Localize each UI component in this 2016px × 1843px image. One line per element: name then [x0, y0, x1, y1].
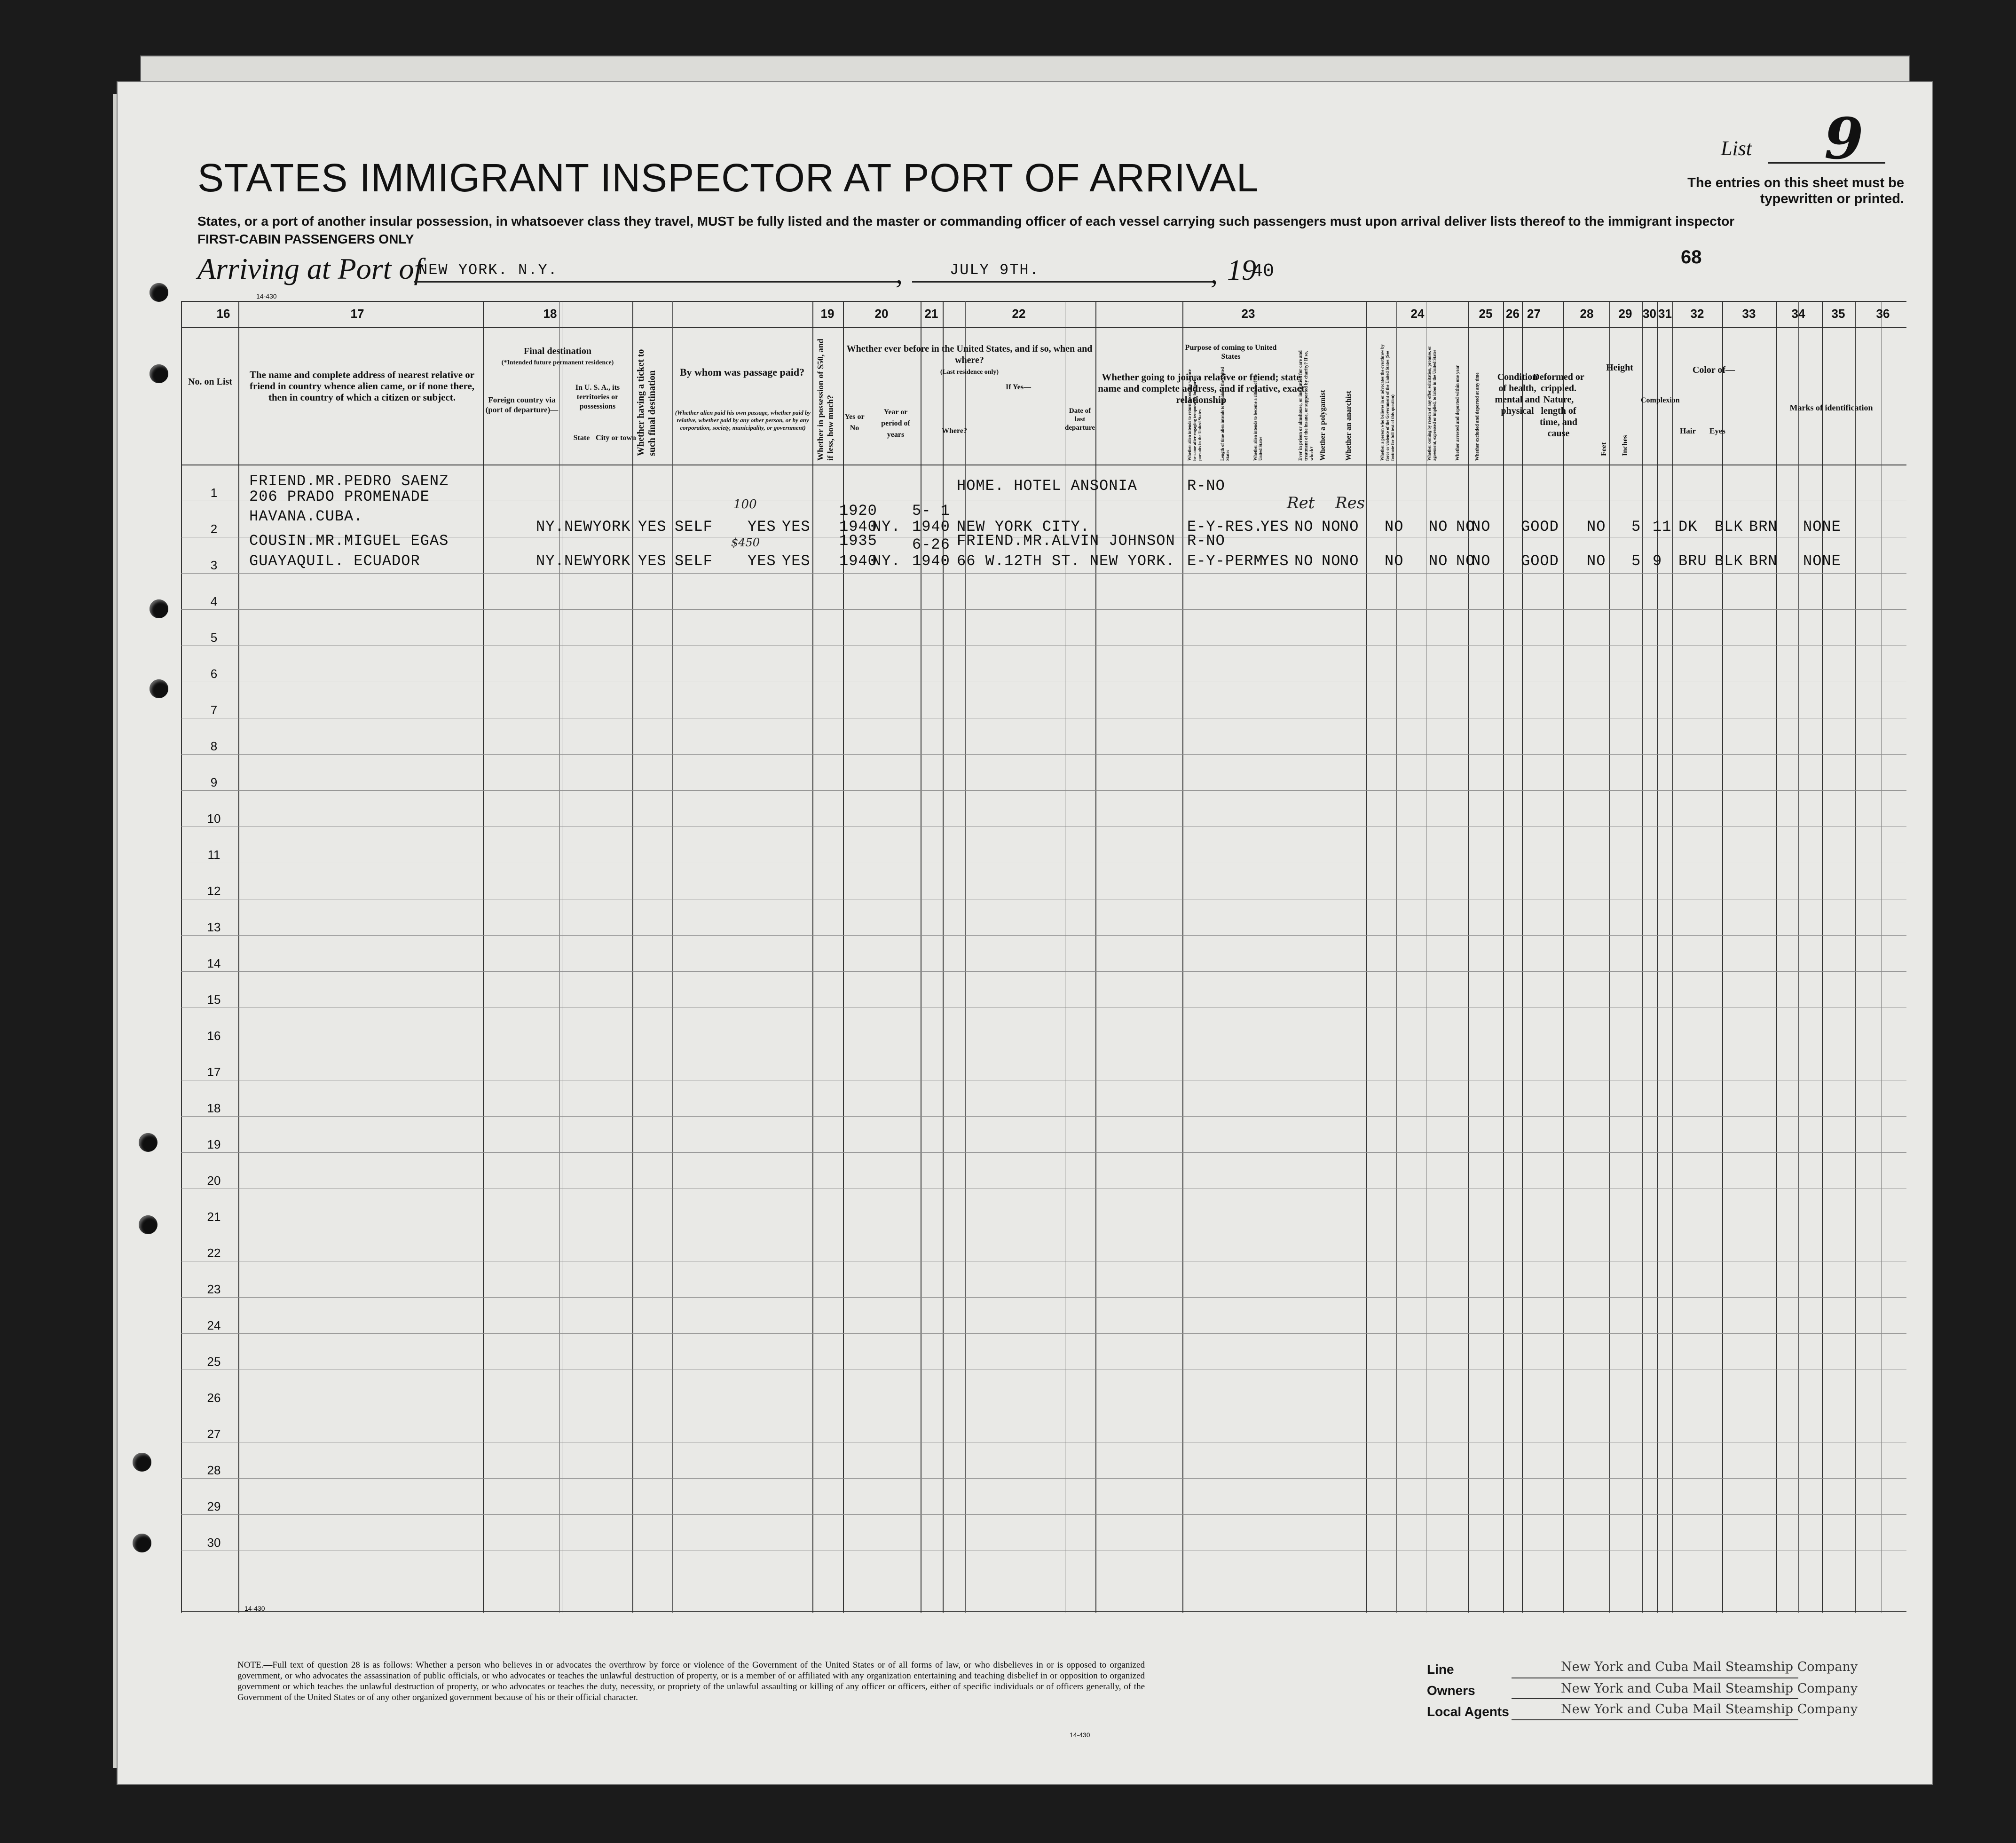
form-code-bottom: 14-430	[244, 1605, 265, 1612]
entry-2-purpose-line1: R-NO	[1187, 532, 1225, 550]
entry-1-departure2: 1940	[912, 518, 950, 536]
row-number: 30	[207, 1536, 221, 1550]
header-deformed: Deformed or crippled. Nature, length of time, and cause	[1533, 372, 1584, 439]
entry-2-deformed: NO	[1587, 552, 1606, 570]
row-number: 14	[207, 956, 221, 970]
row-line	[181, 1478, 1906, 1479]
row-line	[181, 573, 1906, 574]
entry-1-feet: 5	[1631, 518, 1641, 536]
entry-1-purpose-line1: R-NO	[1187, 477, 1225, 495]
entry-1-joining-line1: HOME. HOTEL ANSONIA	[957, 477, 1137, 495]
row-number: 15	[207, 992, 221, 1007]
entry-1-inches: 11	[1653, 518, 1672, 536]
handwritten-note-ret: Ret	[1287, 494, 1315, 512]
entry-1-year1: 1920	[839, 502, 877, 520]
row-number: 18	[207, 1101, 221, 1115]
header-color: Color of—	[1692, 365, 1735, 375]
entry-1-relative-line3: HAVANA.CUBA.	[249, 508, 363, 525]
line-stamp: New York and Cuba Mail Steamship Company	[1561, 1660, 1858, 1674]
entry-1-q29: NO	[1429, 518, 1448, 536]
row-number: 23	[207, 1282, 221, 1296]
entry-2-state: NY.	[536, 552, 565, 570]
col-number-17: 17	[350, 307, 364, 321]
row-number: 7	[210, 703, 218, 717]
entry-2-complexion: BRU	[1678, 552, 1707, 570]
arrival-year-prefix: 19	[1227, 254, 1256, 286]
header-joining: Whether going to join a relative or friend; state name and complete address, and if relative, exact relationship	[1098, 371, 1305, 405]
header-where: Where?	[942, 427, 967, 435]
row-number: 19	[207, 1137, 221, 1151]
row-number: 1	[210, 486, 218, 500]
entry-2-q28: NO	[1385, 552, 1404, 570]
entry-1-joining-line2: NEW YORK CITY.	[957, 518, 1090, 536]
entry-1-q31: NO	[1472, 518, 1491, 536]
row-number: 10	[207, 811, 221, 826]
col-number-36: 36	[1876, 307, 1890, 321]
entry-1-polygamist: NO	[1322, 518, 1341, 536]
line-label: Line	[1427, 1662, 1454, 1677]
entry-2-year2: 1940	[839, 552, 877, 570]
header-if-yes: If Yes—	[1005, 383, 1032, 391]
entry-2-before: YES	[782, 552, 811, 570]
entry-1-q28: NO	[1385, 518, 1404, 536]
entry-1-relative-line2: 206 PRADO PROMENADE	[249, 488, 430, 505]
row-number: 28	[207, 1463, 221, 1477]
row-number: 13	[207, 920, 221, 934]
entry-2-health: GOOD	[1521, 552, 1559, 570]
header-purpose-return: Whether alien intends to return to country whence he came after engaging temporarily in laboring pursuits in the United States	[1187, 369, 1202, 461]
entry-1-relative-line1: FRIEND.MR.PEDRO SAENZ	[249, 473, 449, 490]
entry-2-year1: 1935	[839, 532, 877, 550]
header-purpose-length: Length of time alien intends to remain in the United States	[1220, 367, 1230, 461]
header-ticket: Whether having a ticket to such final destination	[636, 349, 657, 456]
entry-2-joining-line1: FRIEND.MR.ALVIN JOHNSON	[957, 532, 1175, 550]
page-title: STATES IMMIGRANT INSPECTOR AT PORT OF ARRIVAL	[197, 156, 1259, 200]
instructions-text: States, or a port of another insular possession, in whatsoever class they travel, MUST be fully listed and the master or commanding officer of each vessel carrying such passengers must upon arrival deliver lists thereof to the immigrant inspector	[197, 214, 1735, 228]
entry-1-eyes: BRN	[1749, 518, 1778, 536]
entry-1-state: NY.	[536, 518, 565, 536]
header-q29: Whether coming by reason of any offer, solicitation, promise, or agreement, expressed or implied, to labor in the United States	[1427, 346, 1437, 461]
header-q31: Whether excluded and deported at any time	[1475, 372, 1480, 461]
entry-2-citizen: YES	[1260, 552, 1289, 570]
entry-1-city: NEWYORK	[564, 518, 631, 536]
header-inches: Inches	[1621, 435, 1629, 456]
entry-1-money-note: 100	[733, 497, 757, 512]
entry-1-where: NY.	[872, 518, 901, 536]
date-line	[912, 281, 1213, 283]
header-marks: Marks of identification	[1789, 403, 1873, 412]
local-agents-stamp: New York and Cuba Mail Steamship Company	[1561, 1702, 1858, 1717]
row-number: 9	[210, 775, 218, 789]
header-yes-no: Yes or No	[844, 413, 865, 432]
punch-hole	[150, 364, 168, 383]
entry-1-paid-by: SELF	[675, 518, 713, 536]
entry-1-deformed: NO	[1587, 518, 1606, 536]
col-number-35: 35	[1831, 307, 1845, 321]
list-label: List	[1721, 137, 1752, 160]
port-line	[414, 281, 898, 283]
row-line	[181, 790, 1906, 791]
entry-1-before: YES	[782, 518, 811, 536]
arrival-date: JULY 9TH.	[950, 261, 1040, 279]
header-feet: Feet	[1600, 442, 1608, 456]
header-eyes: Eyes	[1709, 426, 1725, 435]
row-number: 29	[207, 1499, 221, 1513]
row-number: 8	[210, 739, 218, 753]
punch-hole	[139, 1215, 158, 1234]
row-number: 21	[207, 1210, 221, 1224]
row-line	[181, 609, 1906, 610]
col-number-18: 18	[543, 307, 557, 321]
row-line	[181, 754, 1906, 755]
row-number: 27	[207, 1427, 221, 1441]
owners-label: Owners	[1427, 1683, 1475, 1698]
col-number-27: 27	[1527, 307, 1541, 321]
manifest-table	[181, 301, 1906, 1613]
header-money: Whether in possession of $50, and if less, how much?	[816, 339, 835, 461]
header-date-departure: Date of last departure	[1065, 407, 1095, 432]
header-anarchist: Whether an anarchist	[1345, 391, 1353, 461]
entry-2-marks: NONE	[1803, 552, 1841, 570]
entry-1-hair: BLK	[1715, 518, 1743, 536]
header-hair: Hair	[1680, 426, 1696, 435]
entry-2-purpose-line2: E-Y-PERM	[1187, 552, 1263, 570]
footnote-question-28: NOTE.—Full text of question 28 is as follows: Whether a person who believes in or advocates the overthrow by force or violence of the Government of the United States or of all forms of law, or who disbelieves in or is opposed to organized government, or who advocates the assassination of public officials, or who advocates or teaches the unlawful destruction of property, or is a member of or affiliated with any organization entertaining and teaching disbelief in or opposition to organized government or which teaches the unlawful destruction of property, or who advocates or teaches the duty, necessity, or propriety of the unlawful assaulting or killing of any officer or officers, either of specific individuals or of officers generally, of the Government of the United States or of any other organized government because of his or their official character.	[237, 1660, 1145, 1702]
arriving-label: Arriving at Port of	[197, 252, 423, 285]
header-q30: Whether arrested and deported within one year	[1455, 365, 1460, 461]
entry-1-prison: NO	[1294, 518, 1314, 536]
header-final-destination-sub: (*Intended future permanent residence)	[501, 359, 614, 366]
row-number: 6	[210, 667, 218, 681]
entry-1-q30: NO	[1456, 518, 1475, 536]
header-paid-by: By whom was passage paid?	[679, 366, 805, 378]
entry-2-hair: BLK	[1715, 552, 1743, 570]
header-prison: Ever in prison or almshouse, or institution for care and treatment of the insane, or supported by charity? If so, which?	[1298, 350, 1315, 461]
entry-2-joining-line2: 66 W.12TH ST. NEW YORK.	[957, 552, 1175, 570]
header-last-residence: (Last residence only)	[940, 369, 999, 376]
col-number-20: 20	[874, 307, 889, 321]
owners-stamp: New York and Cuba Mail Steamship Company	[1561, 1681, 1858, 1696]
header-foreign-country: Foreign country via (port of departure)—	[485, 395, 559, 414]
row-line	[181, 1514, 1906, 1515]
entry-2-inches: 9	[1653, 552, 1662, 570]
header-purpose: Purpose of coming to United States	[1185, 344, 1277, 361]
form-code-top: 14-430	[256, 292, 277, 300]
col-number-31: 31	[1658, 307, 1672, 321]
entry-1-ticket: YES	[638, 518, 667, 536]
punch-hole	[150, 679, 168, 698]
col-number-32: 32	[1690, 307, 1704, 321]
entry-1-health: GOOD	[1521, 518, 1559, 536]
header-in-usa: In U. S. A., its territories or possessions	[575, 384, 620, 410]
entry-2-q31: NO	[1472, 552, 1491, 570]
header-height: Height	[1606, 362, 1633, 373]
entry-1-purpose-line2: E-Y-RES.	[1187, 518, 1263, 536]
handwritten-note-res: Res	[1335, 494, 1365, 512]
header-polygamist: Whether a polygamist	[1319, 390, 1327, 461]
entry-1-year2: 1940	[839, 518, 877, 536]
row-number: 3	[210, 558, 218, 572]
entry-2-city: NEWYORK	[564, 552, 631, 570]
entry-2-eyes: BRN	[1749, 552, 1778, 570]
entry-2-ticket: YES	[638, 552, 667, 570]
row-number: 12	[207, 884, 221, 898]
row-number: 17	[207, 1065, 221, 1079]
local-agents-label: Local Agents	[1427, 1704, 1509, 1719]
col-number-24: 24	[1410, 307, 1425, 321]
typewritten-note: The entries on this sheet must be typewritten or printed.	[1687, 175, 1904, 206]
row-line	[181, 935, 1906, 936]
arrival-year-suffix: 40	[1252, 261, 1275, 282]
row-number: 25	[207, 1355, 221, 1369]
entry-2-polygamist: NO	[1322, 552, 1341, 570]
list-number: 9	[1824, 106, 1864, 172]
row-number: 20	[207, 1174, 221, 1188]
col-number-21: 21	[924, 307, 938, 321]
row-line	[181, 1116, 1906, 1117]
col-number-28: 28	[1580, 307, 1594, 321]
row-number: 26	[207, 1391, 221, 1405]
entry-2-feet: 5	[1631, 552, 1641, 570]
col-number-23: 23	[1241, 307, 1255, 321]
entry-2-departure2: 1940	[912, 552, 950, 570]
entry-2-departure1: 6-26	[912, 536, 950, 553]
entry-2-relative-line2: GUAYAQUIL. ECUADOR	[249, 552, 420, 570]
header-q28: Whether a person who believes in or advocates the overthrow by force or violence of the Government of the United States (See footnote for full text of this question)	[1380, 344, 1395, 461]
entry-2-paid-by: SELF	[675, 552, 713, 570]
row-number: 16	[207, 1029, 221, 1043]
col-number-33: 33	[1742, 307, 1756, 321]
row-number: 5	[210, 630, 218, 645]
entry-1-anarchist: NO	[1340, 518, 1359, 536]
entry-2-relative-line1: COUSIN.MR.MIGUEL EGAS	[249, 532, 449, 550]
header-paid-by-sub: (Whether alien paid his own passage, whether paid by relative, whether paid by any other person, or by any corporation, society, municipality, or government)	[675, 409, 811, 431]
entry-2-prison: NO	[1294, 552, 1314, 570]
entry-2-money-note: $450	[731, 536, 760, 549]
port-of-arrival: NEW YORK. N.Y.	[418, 261, 558, 279]
col-number-29: 29	[1618, 307, 1632, 321]
class-note: FIRST-CABIN PASSENGERS ONLY	[197, 232, 414, 246]
punch-hole	[139, 1133, 158, 1152]
row-line	[181, 1297, 1906, 1298]
stamp-mark: 68	[1681, 247, 1702, 268]
local-agents-underline	[1512, 1719, 1798, 1720]
header-final-destination: Final destination	[524, 346, 591, 356]
entry-1-departure1: 5- 1	[912, 502, 950, 520]
row-number: 24	[207, 1318, 221, 1332]
col-number-26: 26	[1506, 307, 1520, 321]
header-city: City or town	[596, 434, 636, 442]
header-complexion: Complexion	[1641, 396, 1680, 404]
col-number-22: 22	[1012, 307, 1026, 321]
form-code-footer: 14-430	[1070, 1731, 1090, 1739]
entry-1-money: YES	[748, 518, 776, 536]
row-number: 22	[207, 1246, 221, 1260]
entry-2-money: YES	[748, 552, 776, 570]
col-number-30: 30	[1643, 307, 1656, 321]
entry-2-q30: NO	[1456, 552, 1475, 570]
header-purpose-citizen: Whether alien intends to become a citizen of the United States	[1253, 374, 1263, 461]
col-number-34: 34	[1791, 307, 1805, 321]
entry-2-anarchist: NO	[1340, 552, 1359, 570]
col-number-25: 25	[1479, 307, 1493, 321]
entry-1-complexion: DK	[1678, 518, 1698, 536]
punch-hole	[133, 1453, 151, 1472]
header-before-in-us: Whether ever before in the United States, and if so, when and where?	[846, 344, 1093, 365]
entry-1-citizen: YES	[1260, 518, 1289, 536]
punch-hole	[150, 599, 168, 618]
punch-hole	[150, 283, 168, 302]
row-line	[181, 1333, 1906, 1334]
row-number: 11	[207, 848, 220, 862]
row-line	[181, 1152, 1906, 1153]
header-state: State	[573, 434, 590, 442]
punch-hole	[133, 1534, 151, 1552]
header-no-on-list: No. on List	[188, 377, 232, 387]
row-number: 2	[210, 522, 218, 536]
row-line	[181, 971, 1906, 972]
col-number-16: 16	[216, 307, 230, 321]
owners-underline	[1512, 1698, 1798, 1699]
entry-1-marks: NONE	[1803, 518, 1841, 536]
header-year: Year or period of years	[881, 408, 910, 439]
entry-2-q29: NO	[1429, 552, 1448, 570]
header-relative: The name and complete address of nearest relative or friend in country whence alien came, or if none there, then in country of which a citizen or subject.	[249, 369, 475, 403]
entry-2-where: NY.	[872, 552, 901, 570]
header-health: Condition of health, mental and physical	[1495, 372, 1540, 416]
col-number-19: 19	[820, 307, 835, 321]
row-number: 4	[210, 594, 218, 608]
